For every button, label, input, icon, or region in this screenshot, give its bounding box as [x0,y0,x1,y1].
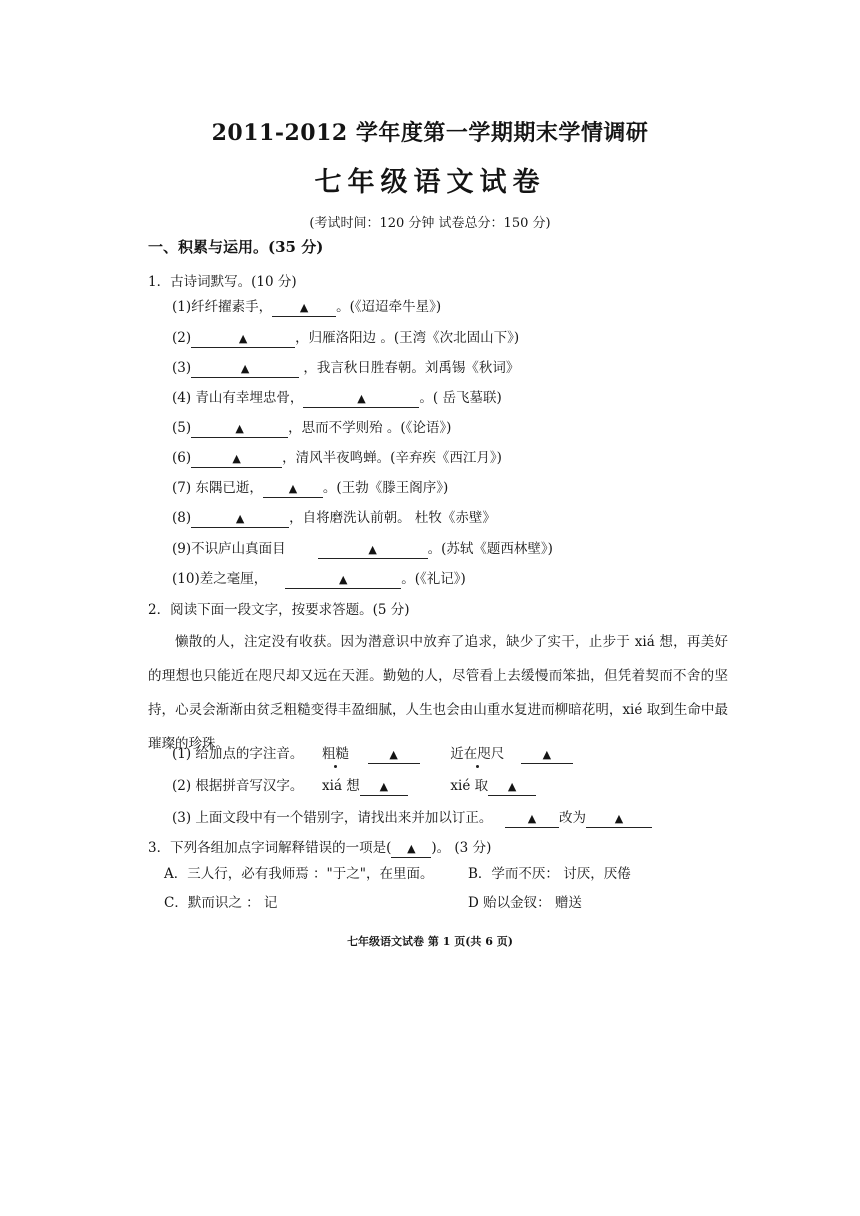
q1-item-post: ，归雁洛阳边 。(王湾《次北固山下》) [295,330,520,346]
blank-triangle-icon: ▲ [389,748,398,761]
q2-sub1 [172,742,573,764]
blank-triangle-icon: ▲ [507,780,517,793]
q2-sub1-word-b: 近在咫尺 [450,746,505,762]
q1-item-8 [172,506,496,528]
answer-blank[interactable] [521,748,573,764]
blank-triangle-icon: ▲ [288,482,298,495]
blank-triangle-icon: ▲ [368,543,377,556]
answer-blank[interactable] [191,422,288,438]
q1-item-1 [172,295,441,317]
q2-sub1-label: (1) 给加点的字注音。 [172,746,304,762]
answer-blank[interactable] [586,812,652,828]
q1-item-post: ，自将磨洗认前朝。 杜牧《赤壁》 [289,510,496,526]
section-heading: 一、积累与运用。(35 分) [148,238,324,256]
q1-item-2 [172,326,519,348]
q1-item-post: 。(苏轼《题西林壁》) [427,541,553,557]
answer-blank[interactable] [318,543,428,559]
blank-triangle-icon: ▲ [379,780,389,793]
q1-item-3 [172,356,519,378]
answer-blank[interactable] [391,842,431,858]
q1-item-pre: (2) [172,330,192,346]
q1-item-post: 。(王勃《滕王阁序》) [322,480,449,496]
q1-item-pre: (10)差之毫厘， [172,571,268,587]
q1-item-6 [172,446,502,468]
q2-sub2-label: (2) 根据拼音写汉字。 [172,778,304,794]
q1-item-7 [172,476,448,498]
answer-blank[interactable] [360,780,408,796]
q1-item-4 [172,386,502,408]
page-footer: 七年级语文试卷 第 1 页(共 6 页) [347,935,513,948]
q1-item-post: 。( 岳飞墓联) [419,390,502,406]
q2-sub3-mid: 改为 [559,810,587,826]
q1-item-pre: (4) 青山有幸埋忠骨， [172,390,304,406]
q2-sub3-label: (3) 上面文段中有一个错别字，请找出来并加以订正。 [172,810,493,826]
blank-triangle-icon: ▲ [299,301,309,314]
blank-triangle-icon: ▲ [407,842,416,855]
q3-option-b: B．学而不厌： 讨厌，厌倦 [468,866,631,882]
q1-item-9 [172,537,553,559]
blank-triangle-icon: ▲ [238,332,248,345]
q1-item-pre: (9)不识庐山真面目 [172,541,286,557]
answer-blank[interactable] [272,301,336,317]
q2-heading: 2．阅读下面一段文字，按要求答题。(5 分) [148,602,410,618]
q3-option-a: A．三人行，必有我师焉 ："于之"，在里面。 [164,866,434,882]
exam-subtitle: 七年级语文试卷 [314,167,546,198]
blank-triangle-icon: ▲ [240,362,250,375]
answer-blank[interactable] [191,332,295,348]
blank-triangle-icon: ▲ [527,812,537,825]
q3-heading-pre: 3．下列各组加点字词解释错误的一项是( [148,840,392,856]
blank-triangle-icon: ▲ [235,422,244,435]
blank-triangle-icon: ▲ [232,452,241,465]
q1-item-pre: (3) [172,360,192,376]
answer-blank[interactable] [488,780,536,796]
answer-blank[interactable] [368,748,420,764]
q3-option-c: C．默而识之 ： 记 [164,895,278,911]
q1-item-pre: (1)纤纤擢素手， [172,299,273,315]
q2-paragraph: 懒散的人，注定没有收获。因为潜意识中放弃了追求，缺少了实干，止步于 xiá 想，再美好的理想也只能近在咫尺却又远在天涯。勤勉的人，尽管看上去缓慢而笨拙，但凭着契而不舍的坚持，心灵会渐渐由贫乏粗糙变得丰盈细腻，人生也会由山重水复进而柳暗花明，xié 取到生命中最璀璨的珍珠。 [148,634,728,752]
q2-sub2-word-a: xiá 想 [322,778,360,794]
q1-item-post: ，思而不学则殆 。(《论语》) [288,420,452,436]
answer-blank[interactable] [191,452,282,468]
q3-option-d: D 贻以金钗： 赠送 [468,895,582,911]
q2-sub2 [172,774,536,796]
answer-blank[interactable] [263,482,323,498]
q3-heading-post: )。 (3 分) [431,840,492,856]
answer-blank[interactable] [191,512,289,528]
blank-triangle-icon: ▲ [542,748,552,761]
answer-blank[interactable] [303,392,419,408]
q3-heading [148,836,491,858]
exam-title: 2011-2012 学年度第一学期期末学情调研 [211,120,649,146]
blank-triangle-icon: ▲ [614,812,624,825]
q1-item-post: ，清风半夜鸣蝉。(辛弃疾《西江月》) [282,450,502,466]
answer-blank[interactable] [505,812,559,828]
q1-item-pre: (6) [172,450,192,466]
q1-item-pre: (5) [172,420,192,436]
q2-sub2-word-b: xié 取 [450,778,489,794]
blank-triangle-icon: ▲ [338,573,348,586]
blank-triangle-icon: ▲ [235,512,245,525]
q1-item-10 [172,567,466,589]
q1-item-pre: (8) [172,510,192,526]
answer-blank[interactable] [191,362,299,378]
q1-item-post: 。(《礼记》) [401,571,466,587]
blank-triangle-icon: ▲ [357,392,366,405]
q1-item-post: ，我言秋日胜春朝。刘禹锡《秋词》 [299,360,520,376]
q1-item-post: 。(《迢迢牵牛星》) [336,299,442,315]
q2-sub1-word-a: 粗糙 [322,746,350,762]
exam-info: (考试时间：120 分钟 试卷总分：150 分) [309,216,551,231]
q1-item-5 [172,416,451,438]
q2-sub3 [172,806,652,828]
answer-blank[interactable] [285,573,401,589]
q1-heading: 1．古诗词默写。(10 分) [148,274,297,290]
q1-item-pre: (7) 东隅已逝， [172,480,263,496]
